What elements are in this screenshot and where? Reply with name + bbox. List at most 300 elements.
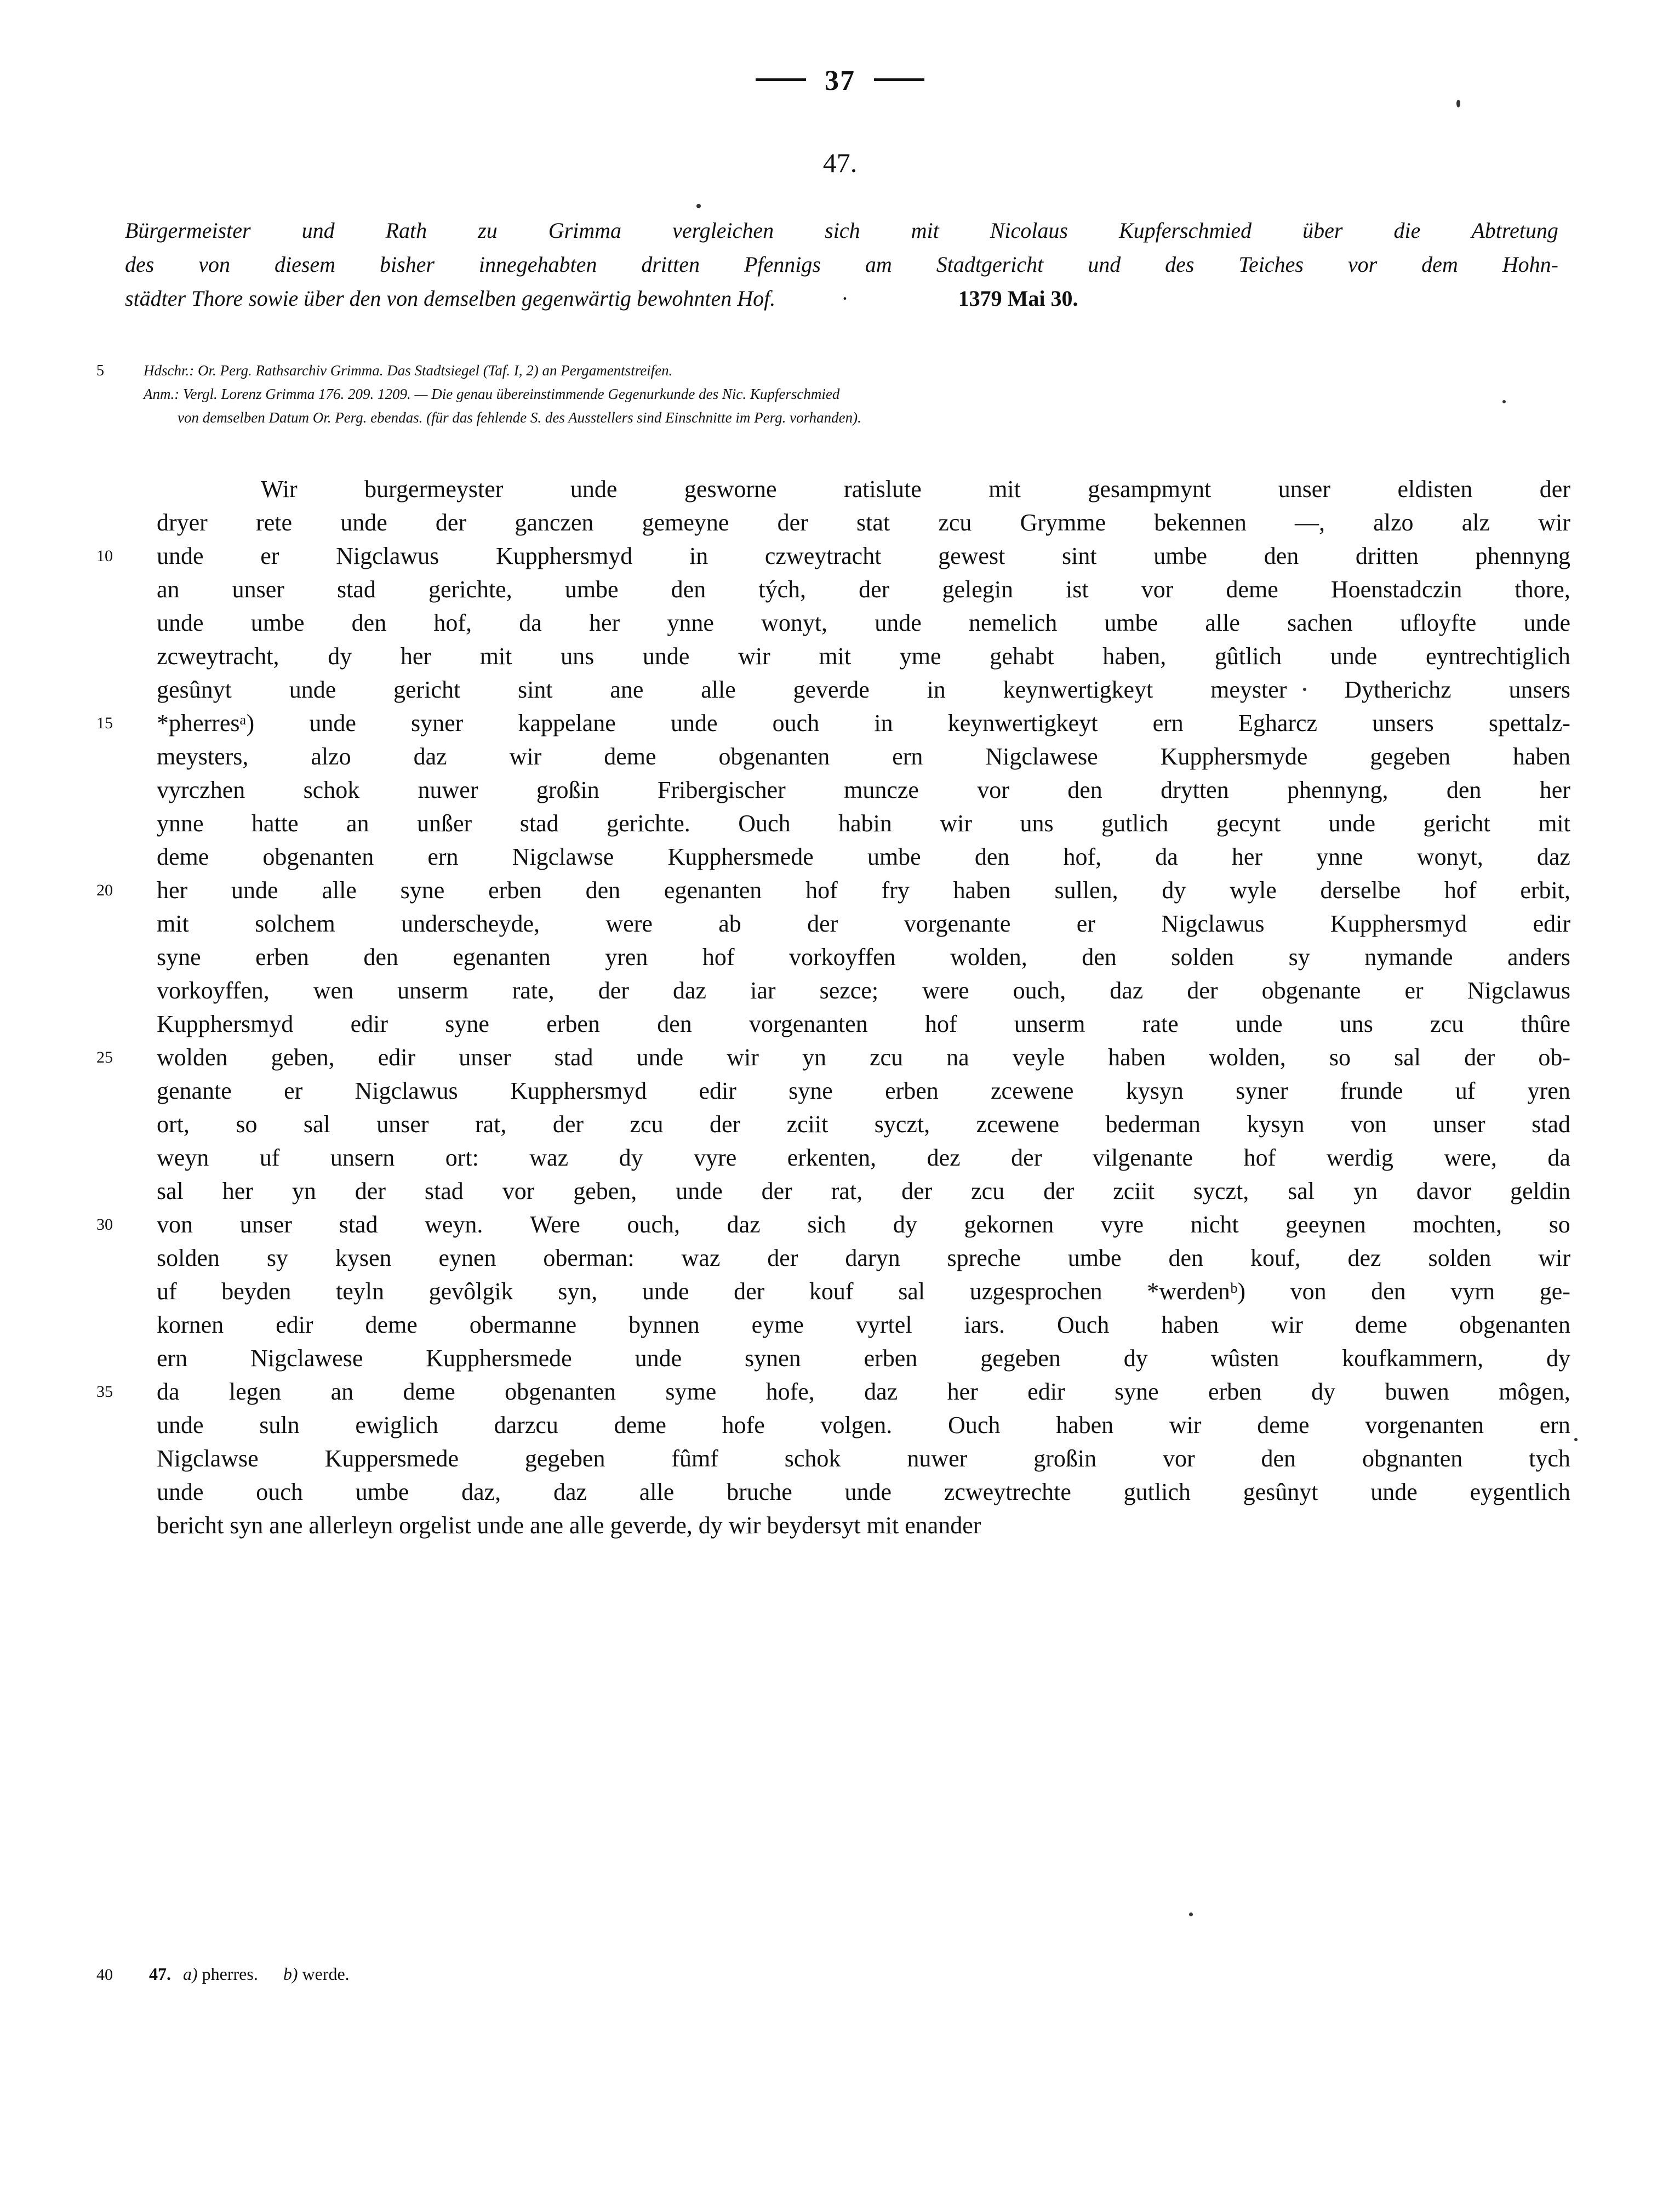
word: vorgenante — [904, 910, 1011, 937]
word: des — [1165, 252, 1195, 277]
word: gegeben — [524, 1445, 605, 1472]
word: der — [807, 910, 838, 937]
word: her — [157, 877, 188, 904]
word: vilgenante — [1092, 1144, 1193, 1171]
word: wyle — [1230, 877, 1277, 904]
word: unde — [157, 543, 204, 569]
word: deme — [614, 1412, 666, 1438]
word: sint — [1061, 543, 1097, 569]
word: haben — [1056, 1412, 1114, 1438]
word: ern — [427, 843, 459, 870]
word: gesûnyt — [157, 676, 232, 703]
word: den — [1446, 777, 1482, 803]
word: zcewene — [976, 1111, 1059, 1138]
word: edir — [1027, 1378, 1065, 1405]
word: nymande — [1364, 944, 1453, 970]
word: stat — [856, 509, 890, 536]
word: meyster — [1210, 676, 1287, 703]
word: synen — [745, 1345, 801, 1372]
charter-line — [96, 1174, 1570, 1208]
word: dez — [927, 1144, 961, 1171]
word: dryer — [157, 509, 208, 536]
word: obgenante — [1261, 977, 1361, 1004]
word: wen — [313, 977, 354, 1004]
word: großin — [536, 777, 599, 803]
word: da — [1547, 1144, 1570, 1171]
word: waz — [681, 1244, 721, 1271]
word: zcweytrechte — [944, 1478, 1071, 1505]
word: haben — [953, 877, 1011, 904]
word: haben, — [1102, 643, 1167, 670]
word: syner — [411, 710, 464, 737]
word: unde — [1523, 609, 1570, 636]
word: haben — [1108, 1044, 1166, 1071]
charter-line — [96, 606, 1570, 640]
word: unde — [157, 609, 204, 636]
word: die — [1393, 218, 1421, 243]
word: und — [301, 218, 335, 243]
word: gemeyne — [642, 509, 729, 536]
charter-line — [96, 1241, 1570, 1275]
word: in — [927, 676, 946, 703]
word: fry — [881, 877, 910, 904]
word: Hoenstadczin — [1330, 576, 1462, 603]
regest-line-3 — [125, 282, 1558, 316]
word: yn — [1353, 1178, 1378, 1204]
word: umbe — [1067, 1244, 1122, 1271]
charter-line-number: 25 — [96, 1048, 113, 1066]
document-number: 47. — [822, 147, 858, 178]
word: derselbe — [1320, 877, 1401, 904]
word: daz — [413, 743, 447, 770]
word: unser — [232, 576, 284, 603]
word: alle — [701, 676, 736, 703]
word: volgen. — [820, 1412, 893, 1438]
note-annotation-row-1 — [96, 382, 1570, 406]
word: kappelane — [518, 710, 616, 737]
word: underscheyde, — [401, 910, 540, 937]
charter-line-text — [157, 907, 1570, 940]
word: vor — [977, 777, 1009, 803]
word: unser — [239, 1211, 292, 1238]
word: frunde — [1340, 1077, 1403, 1104]
word: wir — [509, 743, 542, 770]
word: umbe — [564, 576, 619, 603]
charter-line — [96, 1041, 1570, 1074]
word: unsers — [1508, 676, 1570, 703]
note-annotation-text-2: von demselben Datum Or. Perg. ebendas. (für das fehlende S. des Ausstellers sind Einschnitte im Perg. vorhanden). — [178, 409, 861, 426]
word: gecynt — [1216, 810, 1281, 837]
word: sullen, — [1054, 877, 1118, 904]
word: dem — [1421, 252, 1458, 277]
word: her — [1539, 777, 1570, 803]
word: unde — [231, 877, 278, 904]
word: habin — [838, 810, 892, 837]
word: ouch, — [1013, 977, 1066, 1004]
word: tych — [1529, 1445, 1570, 1472]
word: fûmf — [671, 1445, 718, 1472]
word: mit — [479, 643, 512, 670]
word: obgnanten — [1362, 1445, 1463, 1472]
word: kouf, — [1250, 1244, 1301, 1271]
charter-line-number: 20 — [96, 881, 113, 899]
word: und — [1088, 252, 1121, 277]
word: hof — [924, 1010, 957, 1037]
word: edir — [350, 1010, 388, 1037]
regest-line-1-text — [125, 214, 1558, 248]
word: Nigclawus — [1161, 910, 1265, 937]
word: yme — [899, 643, 941, 670]
word: ist — [1066, 576, 1089, 603]
word: der — [709, 1111, 741, 1138]
word: phennyng — [1475, 543, 1570, 569]
word: zcu — [1430, 1010, 1464, 1037]
charter-line — [96, 1275, 1570, 1308]
word: wolden — [157, 1044, 228, 1071]
word: her — [222, 1178, 253, 1204]
word: werdig — [1326, 1144, 1393, 1171]
word: spreche — [947, 1244, 1021, 1271]
word: stad — [339, 1211, 378, 1238]
word: zcu — [938, 509, 972, 536]
charter-line — [96, 1074, 1570, 1107]
word: davor — [1416, 1178, 1472, 1204]
word: ynne — [667, 609, 714, 636]
word: erben — [864, 1345, 918, 1372]
charter-line-text — [157, 506, 1570, 539]
charter-line — [96, 1375, 1570, 1408]
note-manuscript-row — [96, 359, 1570, 382]
word: Kupphersmyd — [1330, 910, 1467, 937]
word: der — [598, 977, 629, 1004]
charter-line — [96, 974, 1570, 1007]
word: ern — [1152, 710, 1184, 737]
word: unde — [309, 710, 356, 737]
charter-line-text — [157, 640, 1570, 673]
word: an — [346, 810, 369, 837]
charter-line-text — [157, 673, 1570, 706]
word: so — [1548, 1211, 1570, 1238]
word: Fribergischer — [658, 777, 786, 803]
word: ern — [157, 1345, 188, 1372]
word: den — [1082, 944, 1117, 970]
word: gerichte. — [607, 810, 690, 837]
word: yn — [292, 1178, 316, 1204]
word: rat, — [831, 1178, 863, 1204]
word: dy — [1162, 877, 1186, 904]
head-rule-left — [756, 78, 806, 81]
word: keynwertigkeyt — [1003, 676, 1153, 703]
word: da — [1155, 843, 1178, 870]
word: Teiches — [1238, 252, 1304, 277]
word: dritten — [1355, 543, 1419, 569]
word: an — [330, 1378, 354, 1405]
word: unsers — [1372, 710, 1434, 737]
word: Stadtgericht — [936, 252, 1044, 277]
word: am — [865, 252, 892, 277]
word: bekennen — [1154, 509, 1247, 536]
word: kysen — [335, 1244, 392, 1271]
word: alzo — [1373, 509, 1414, 536]
word: genante — [157, 1077, 232, 1104]
word: nemelich — [968, 609, 1058, 636]
word: den — [657, 1010, 692, 1037]
word: unde — [1330, 643, 1378, 670]
word: dy — [1123, 1345, 1148, 1372]
word: deme — [365, 1311, 418, 1338]
charter-line-text — [157, 573, 1570, 606]
charter-line-text — [157, 1007, 1570, 1041]
charter-line-text — [157, 1241, 1570, 1275]
word: Kupphersmyde — [1160, 743, 1308, 770]
word: ob- — [1538, 1044, 1570, 1071]
word: unde — [642, 643, 690, 670]
word: Grimma — [548, 218, 622, 243]
word: zcewene — [991, 1077, 1074, 1104]
word: alle — [639, 1478, 675, 1505]
word: obermanne — [469, 1311, 577, 1338]
word: nuwer — [418, 777, 478, 803]
word: zu — [478, 218, 498, 243]
regest-date: 1379 Mai 30. — [958, 286, 1078, 311]
word: unser — [376, 1111, 429, 1138]
word: syczt, — [874, 1111, 930, 1138]
word: vor — [1347, 252, 1378, 277]
word: Kupphersmyd — [157, 1010, 294, 1037]
word: Rath — [385, 218, 427, 243]
word: gekornen — [964, 1211, 1054, 1238]
word: in — [874, 710, 893, 737]
word: were, — [1444, 1144, 1497, 1171]
word: Hohn- — [1502, 252, 1558, 277]
word: syne — [788, 1077, 833, 1104]
charter-line — [96, 940, 1570, 974]
word: *pherresᵃ) — [157, 710, 255, 737]
word: zcweytracht, — [157, 643, 279, 670]
footnote-item-b — [283, 1964, 350, 1984]
word: ufloyfte — [1399, 609, 1477, 636]
word: Nicolaus — [990, 218, 1068, 243]
word: Dytherichz — [1344, 676, 1452, 703]
word: meysters, — [157, 743, 249, 770]
word: sal — [157, 1178, 184, 1204]
word: von — [1350, 1111, 1387, 1138]
word: unser — [459, 1044, 511, 1071]
word: zciit — [1113, 1178, 1155, 1204]
word: unde — [1370, 1478, 1418, 1505]
word: stad — [519, 810, 559, 837]
word: stad — [1532, 1111, 1570, 1138]
charter-line-number: 30 — [96, 1215, 113, 1234]
word: hofe — [722, 1412, 765, 1438]
word: Kupphersmede — [426, 1345, 572, 1372]
word: unde — [844, 1478, 892, 1505]
word: ouch — [772, 710, 820, 737]
word: bruche — [727, 1478, 792, 1505]
word: syme — [665, 1378, 717, 1405]
word: hof — [702, 944, 735, 970]
word: Nigclawus — [355, 1077, 458, 1104]
word: daz — [1536, 843, 1570, 870]
charter-line — [96, 840, 1570, 874]
word: gehabt — [990, 643, 1054, 670]
word: alle — [322, 877, 357, 904]
word: schok — [784, 1445, 841, 1472]
charter-line — [96, 1208, 1570, 1241]
charter-line-text — [157, 1041, 1570, 1074]
word: gutlich — [1101, 810, 1169, 837]
word: egenanten — [453, 944, 551, 970]
word: mit — [911, 218, 939, 243]
word: ern — [1539, 1412, 1570, 1438]
word: unser — [1433, 1111, 1485, 1138]
charter-line — [96, 673, 1570, 706]
word: ort, — [157, 1111, 190, 1138]
word: oberman: — [543, 1244, 635, 1271]
word: unde — [157, 1478, 204, 1505]
scan-speck — [696, 204, 701, 208]
word: er — [260, 543, 279, 569]
word: uns — [1020, 810, 1054, 837]
word: Nigclawese — [985, 743, 1098, 770]
word: dy — [328, 643, 352, 670]
word: vorkoyffen — [789, 944, 896, 970]
charter-line-text — [157, 974, 1570, 1007]
word: sal — [898, 1278, 925, 1305]
word: syczt, — [1193, 1178, 1249, 1204]
word: mochten, — [1413, 1211, 1502, 1238]
word: nuwer — [907, 1445, 968, 1472]
charter-line — [96, 1107, 1570, 1141]
charter-line — [96, 472, 1570, 506]
word: Ouch — [1056, 1311, 1110, 1338]
word: vyrczhen — [157, 777, 245, 803]
regest-line-1 — [125, 214, 1558, 248]
word: zcu — [870, 1044, 904, 1071]
word: unser — [1278, 476, 1330, 503]
word: zcu — [630, 1111, 664, 1138]
word: kornen — [157, 1311, 224, 1338]
word: weyn — [157, 1144, 209, 1171]
word: solden — [1428, 1244, 1492, 1271]
word: ouch, — [627, 1211, 680, 1238]
word: hof, — [433, 609, 472, 636]
word: geben, — [271, 1044, 335, 1071]
word: von — [1290, 1278, 1327, 1305]
word: gegeben — [1370, 743, 1450, 770]
word: gegeben — [980, 1345, 1061, 1372]
charter-body — [96, 472, 1570, 1542]
word: geben, — [573, 1178, 637, 1204]
word: kouf — [809, 1278, 854, 1305]
word: erben — [546, 1010, 600, 1037]
word: na — [946, 1044, 969, 1071]
word: daz — [1110, 977, 1144, 1004]
word: großin — [1033, 1445, 1097, 1472]
word: erben — [255, 944, 309, 970]
word: vyre — [1100, 1211, 1144, 1238]
word: unßer — [417, 810, 472, 837]
word: gewest — [938, 543, 1005, 569]
regest-middot: · — [841, 286, 849, 311]
charter-line — [96, 706, 1570, 740]
word: unserm — [397, 977, 468, 1004]
charter-line — [96, 773, 1570, 807]
word: eygentlich — [1470, 1478, 1570, 1505]
word: solchem — [255, 910, 335, 937]
word: syne — [157, 944, 201, 970]
word: Kuppersmede — [324, 1445, 459, 1472]
word: an — [157, 576, 180, 603]
word: were — [922, 977, 969, 1004]
word: haben — [1512, 743, 1570, 770]
word: alzo — [311, 743, 351, 770]
word: syner — [1236, 1077, 1288, 1104]
word: über — [1302, 218, 1343, 243]
charter-line — [96, 1408, 1570, 1442]
word: eynen — [438, 1244, 496, 1271]
word: uns — [1339, 1010, 1373, 1037]
word: umbe — [1153, 543, 1208, 569]
word: Grymme — [1020, 509, 1106, 536]
word: beyden — [221, 1278, 292, 1305]
word: teyln — [335, 1278, 384, 1305]
word: vor — [502, 1178, 535, 1204]
word: der — [859, 576, 890, 603]
word: uns — [561, 643, 595, 670]
word: dy — [619, 1144, 643, 1171]
word: der — [761, 1178, 792, 1204]
word: der — [1539, 476, 1570, 503]
word: erben — [885, 1077, 939, 1104]
word: wolden, — [950, 944, 1027, 970]
word: geldin — [1510, 1178, 1570, 1204]
charter-line — [96, 1141, 1570, 1174]
word: ynne — [157, 810, 204, 837]
word: thore, — [1515, 576, 1570, 603]
word: hof — [1444, 877, 1477, 904]
charter-line — [96, 1308, 1570, 1341]
word: môgen, — [1499, 1378, 1570, 1405]
word: vorgenanten — [749, 1010, 868, 1037]
word: deme — [1226, 576, 1278, 603]
word: der — [435, 509, 467, 536]
word: sal — [1288, 1178, 1315, 1204]
source-notes — [96, 359, 1570, 430]
word: sachen — [1287, 609, 1353, 636]
word: Ouch — [738, 810, 791, 837]
charter-line-text — [157, 1375, 1570, 1408]
word: innegehabten — [478, 252, 597, 277]
word: unde — [570, 476, 618, 503]
word: kysyn — [1247, 1111, 1305, 1138]
word: unsern — [330, 1144, 395, 1171]
word: egenanten — [664, 877, 762, 904]
word: uzgesprochen — [969, 1278, 1102, 1305]
word: thûre — [1521, 1010, 1570, 1037]
charter-line-text — [157, 1141, 1570, 1174]
word: alle — [1205, 609, 1240, 636]
word: Kupferschmied — [1118, 218, 1252, 243]
word: hof — [1243, 1144, 1276, 1171]
charter-line-text — [157, 1341, 1570, 1375]
charter-line-text — [157, 807, 1570, 840]
word: der — [1187, 977, 1218, 1004]
charter-line — [96, 874, 1570, 907]
word: den — [1067, 777, 1102, 803]
word: der — [777, 509, 808, 536]
charter-line — [96, 907, 1570, 940]
